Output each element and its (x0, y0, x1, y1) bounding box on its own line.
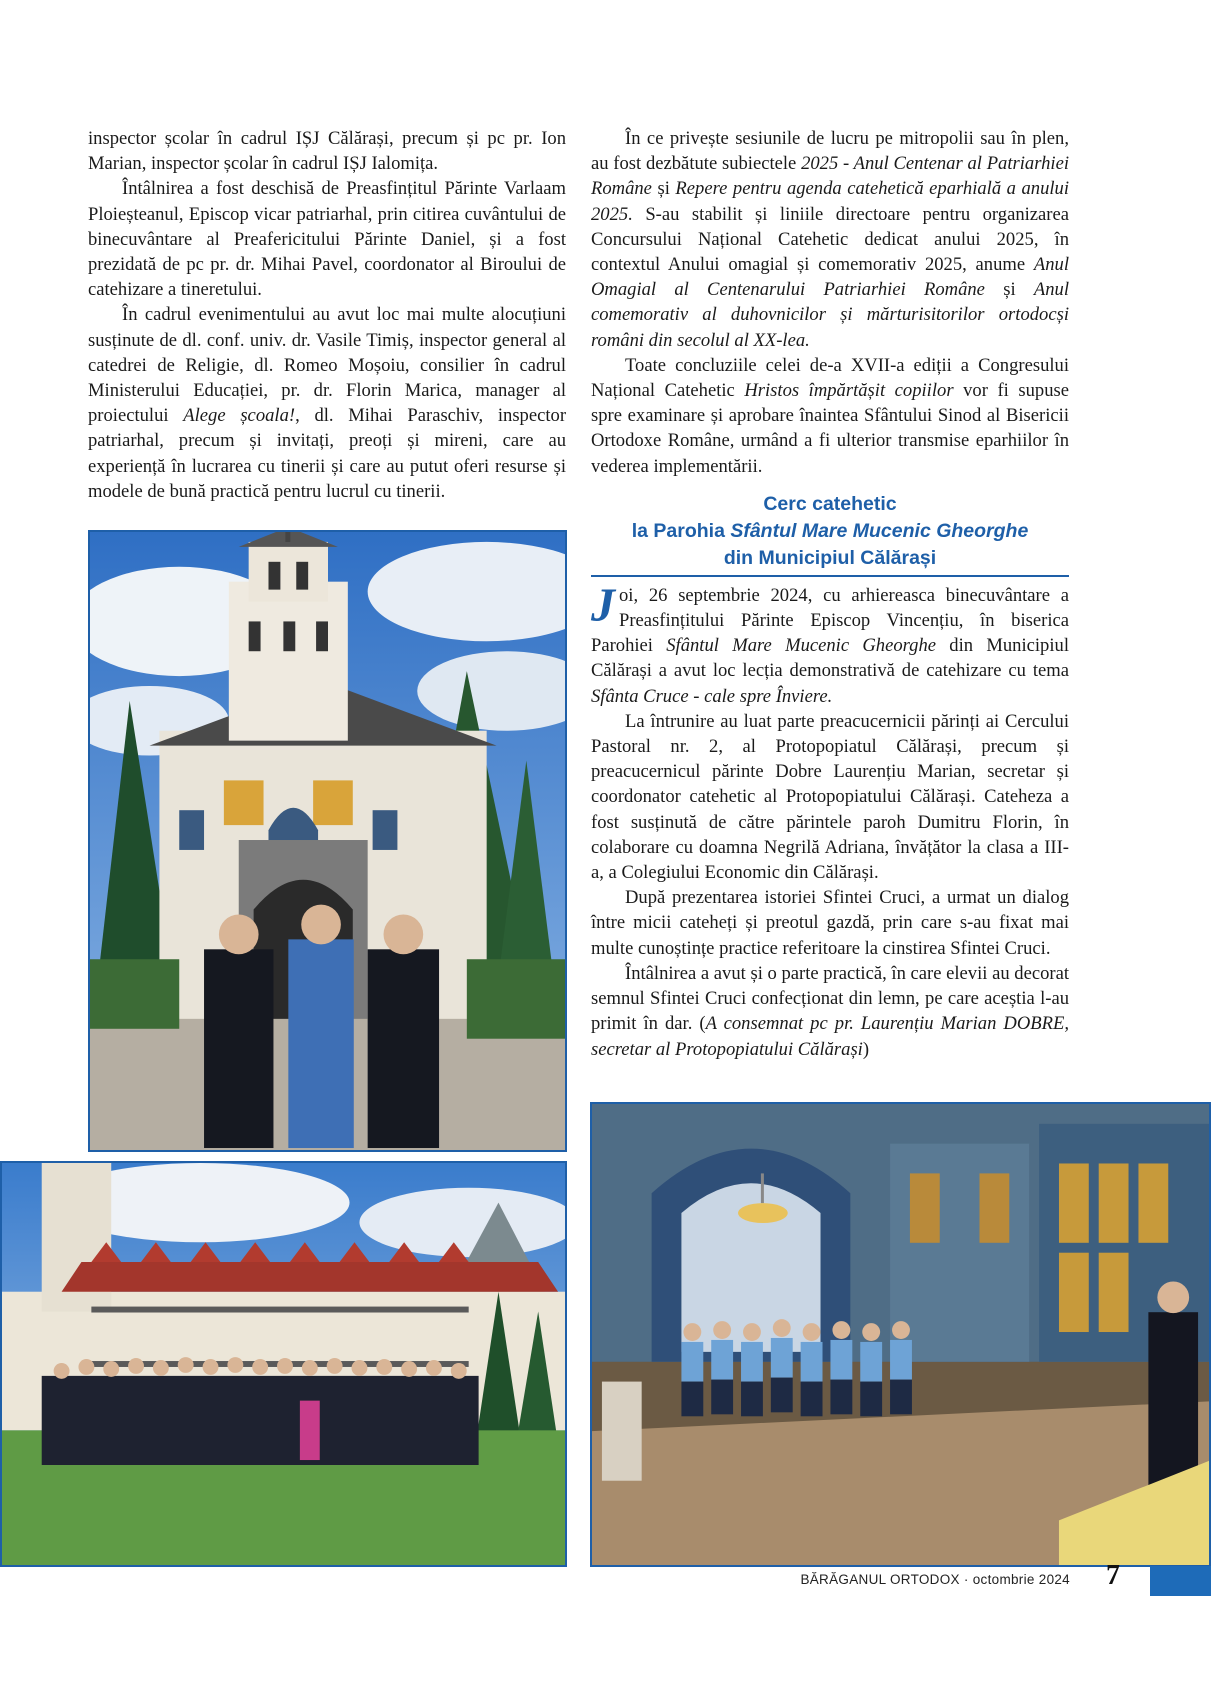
paragraph: Joi, 26 septembrie 2024, cu arhiereasca binecuvântare a Preasfințitului Părinte Episcop Vincențiu, în biserica Parohiei Sfântul Mare Mucenic Gheorghe din Municipiul Călărași a avut loc lecția demonstrativă de catehizare cu tema Sfânta Cruce - cale spre Înviere. (591, 578, 1069, 707)
paragraph: La întrunire au luat parte preacucernicii părinți ai Cercului Pastoral nr. 2, al Protopopiatul Călărași, precum și preacucernicul părinte Dobre Laurențiu Marian, secretar și coordonator catehetic al Protopopiatului Călărași. Cateheza a fost susținută de către părintele paroh Dumitru Florin, în colaborare cu doamna Negrilă Adriana, învățător la clasa a III-a, a Colegiului Economic din Călărași. (591, 710, 1069, 884)
paragraph: inspector școlar în cadrul IȘJ Călărași, precum și pc pr. Ion Marian, inspector școlar în cadrul IȘJ Ialomița. (88, 128, 566, 175)
paragraph: În cadrul evenimentului au avut loc mai multe alocuțiuni susținute de dl. conf. univ. dr. Vasile Timiș, inspector general al catedrei de Religie, dl. Romeo Moșoiu, consilier în cadrul Ministerului Educației, pr. dr. Florin Marica, manager al proiectului Alege școala!, dl. Mihai Paraschiv, inspector patriarhal, precum și invitați, preoți și mireni, care au experiență în lucrarea cu tinerii și care au putut oferi resurse și modele de bună practică pentru lucrul cu tinerii. (88, 304, 567, 502)
publication-footer: BĂRĂGANUL ORTODOX · octombrie 2024 (800, 1572, 1070, 1587)
page-number: 7 (1106, 1560, 1120, 1591)
left-column (88, 126, 566, 504)
paragraph: Toate concluziile celei de-a XVII-a ediții a Congresului Național Catehetic Hristos împărtășit copiilor vor fi supuse spre examinare și aprobare înaintea Sfântului Sinod al Bisericii Ortodoxe Române, urmând a fi ulterior transmise eparhiilor în vederea implementării. (591, 354, 1069, 477)
page-tab-marker (1150, 1566, 1211, 1596)
paragraph: Întâlnirea a fost deschisă de Preasfințitul Părinte Varlaam Ploieșteanul, Episcop vicar patriarhal, prin citirea cuvântului de binecuvântare al Preafericitului Părinte Daniel, și a fost prezidată de pc pr. dr. Mihai Pavel, coordonator al Biroului de catehizare a tineretului. (88, 178, 566, 301)
paragraph: După prezentarea istoriei Sfintei Cruci, a urmat un dialog între micii catehеți și preotul gazdă, prin care s-au fixat mai multe cunoștințe practice referitoare la cinstirea Sfintei Cruci. (591, 887, 1069, 959)
photo-church-interior (590, 1102, 1211, 1567)
paragraph: Întâlnirea a avut și o parte practică, în care elevii au decorat semnul Sfintei Cruci confecționat din lemn, pe care aceștia l-au primit în dar. (A consemnat pc pr. Laurențiu Marian DOBRE, secretar al Protopopiatului Călărași) (591, 962, 1070, 1060)
photo-group-monastery (0, 1161, 567, 1567)
photo-church-three-men (88, 530, 567, 1152)
section-heading (591, 491, 1069, 577)
dropcap: J (591, 578, 615, 632)
right-column (591, 126, 1069, 1062)
section-heading-line: Cerc catehetic (763, 492, 897, 515)
section-heading-line: din Municipiul Călărași (723, 546, 937, 569)
section-heading-line: la Parohia Sfântul Mare Mucenic Gheorghe (631, 519, 1029, 542)
paragraph: În ce privește sesiunile de lucru pe mitropolii sau în plen, au fost dezbătute subiectele 2025 - Anul Centenar al Patriarhiei Române și Repere pentru agenda catehetică eparhială a anului 2025. S-au stabilit și liniile directoare pentru organizarea Concursului Național Catehetic dedicat anului 2025, în contextul Anului omagial și comemorativ 2025, anume Anul Omagial al Centenarului Patriarhiei Române și Anul comemorativ al duhovnicilor și mărturisitorilor ortodocși români din secolul al XX-lea. (591, 128, 1070, 351)
